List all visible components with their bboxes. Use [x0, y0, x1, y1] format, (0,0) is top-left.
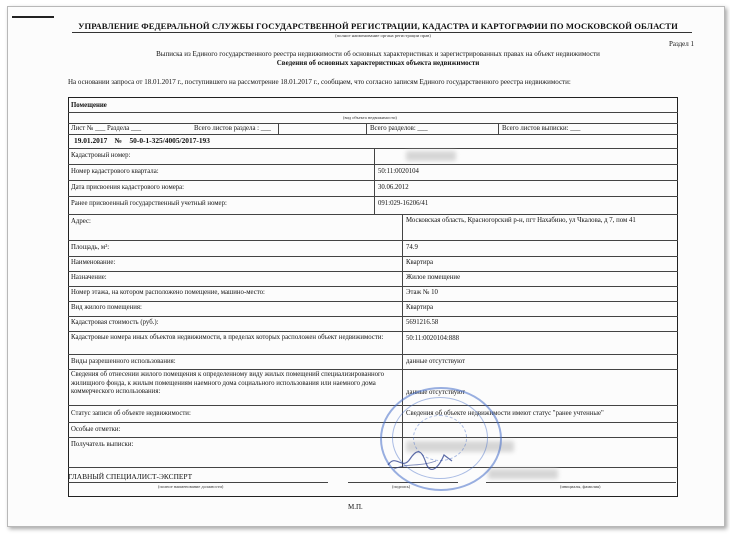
object-type: Помещение	[71, 102, 107, 109]
field-label: Кадастровый номер:	[71, 152, 131, 159]
premise-kind-value: Квартира	[406, 304, 434, 311]
special-fund-value: данные отсутствуют	[406, 389, 466, 396]
detail-label: Вид жилого помещения:	[71, 304, 142, 311]
sheet-number: Лист № ___ Раздела ___	[71, 125, 142, 132]
detail-label: Виды разрешенного использования:	[71, 358, 176, 365]
field-label: Дата присвоения кадастрового номера:	[71, 184, 185, 191]
detail-label: Получатель выписки:	[71, 441, 134, 448]
position-caption: (полное наименование должности)	[158, 484, 224, 489]
address-value: Московская область, Красногорский р-н, пгт Нахабино, ул Чкалова, д 7, пом 41	[406, 217, 636, 224]
redacted-signer-name	[488, 469, 558, 479]
signature-caption: (подпись)	[392, 484, 411, 489]
cadastral-value: 5691216.58	[406, 319, 439, 326]
document-title: Выписка из Единого государственного реестра недвижимости об основных характеристиках и зарегистрированных правах на объект недвижимости	[156, 50, 600, 58]
agency-name: УПРАВЛЕНИЕ ФЕДЕРАЛЬНОЙ СЛУЖБЫ ГОСУДАРСТВЕННОЙ РЕГИСТРАЦИИ, КАДАСТРА И КАРТОГРАФИИ ПО МОСКОВСКОЙ ОБЛАСТИ	[78, 21, 678, 31]
seal-place: М.П.	[348, 503, 363, 511]
signer-position: ГЛАВНЫЙ СПЕЦИАЛИСТ-ЭКСПЕРТ	[68, 472, 193, 481]
detail-label: Назначение:	[71, 274, 107, 281]
agency-caption: (полное наименование органа регистрации прав)	[335, 33, 431, 38]
detail-label: Адрес:	[71, 218, 91, 225]
document-subtitle: Сведения об основных характеристиках объекта недвижимости	[276, 59, 480, 67]
object-type-caption: (вид объекта недвижимости)	[343, 115, 397, 120]
signature-scribble	[386, 447, 456, 473]
field-label: Номер кадастрового квартала:	[71, 168, 159, 175]
purpose-value: Жилое помещение	[406, 274, 461, 281]
corner-mark	[12, 16, 54, 18]
total-sheets: Всего листов выписки: ___	[502, 125, 581, 132]
name-value: Квартира	[406, 259, 434, 266]
detail-label: Сведения об отнесении жилого помещения к определенному виду жилых помещений специализированного жилищного фонда, к жилым помещениям наемного дома социального использования или наемного дома коммерческого использования:	[71, 371, 385, 396]
section-label: Раздел 1	[668, 40, 694, 48]
document-page	[7, 6, 725, 527]
name-caption: (инициалы, фамилия)	[560, 484, 601, 489]
detail-label: Площадь, м²:	[71, 244, 110, 251]
detail-label: Кадастровая стоимость (руб.):	[71, 319, 159, 326]
detail-label: Номер этажа, на котором расположено помещение, машино-место:	[71, 289, 265, 296]
area-value: 74.9	[406, 244, 418, 251]
field-label: Ранее присвоенный государственный учетный номер:	[71, 200, 227, 207]
redacted-cadastral-number	[406, 151, 456, 161]
record-status-value: Сведения об объекте недвижимости имеют статус "ранее учтенные"	[406, 410, 604, 417]
total-sections: Всего разделов: ___	[370, 125, 428, 132]
request-basis: На основании запроса от 18.01.2017 г., поступившего на рассмотрение 18.01.2017 г., сообщаем, что согласно записям Единого государственного реестра недвижимости:	[68, 78, 571, 86]
field-value: 50:11:0020104	[378, 168, 419, 175]
field-value: 091:029-16206/41	[378, 200, 429, 207]
permitted-use-value: данные отсутствуют	[406, 358, 466, 365]
detail-label: Статус записи об объекте недвижимости:	[71, 410, 191, 417]
detail-label: Особые отметки:	[71, 426, 121, 433]
field-value: 30.06.2012	[378, 184, 409, 191]
extract-number: 19.01.2017 № 50-0-1-325/4005/2017-193	[74, 136, 210, 145]
floor-value: Этаж № 10	[406, 289, 438, 296]
detail-label: Наименование:	[71, 259, 116, 266]
parent-objects-value: 50:11:0020104:888	[406, 335, 459, 342]
detail-label: Кадастровые номера иных объектов недвижимости, в пределах которых расположен объект недвижимости:	[71, 334, 384, 341]
sheets-in-section: Всего листов раздела : ___	[194, 125, 271, 132]
